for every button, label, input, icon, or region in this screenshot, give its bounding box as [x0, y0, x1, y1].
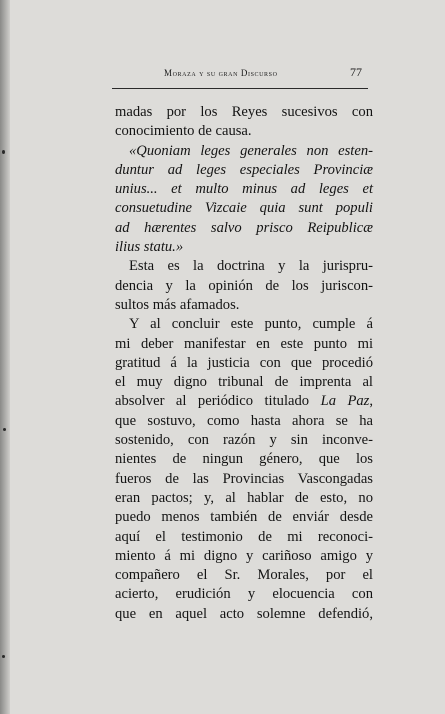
text-line: aquí el testimonio de mi reconoci-	[115, 528, 373, 545]
text-line: conocimiento de causa.	[115, 123, 252, 140]
ink-speck	[2, 655, 5, 658]
text-line: el muy digno tribunal de imprenta al	[115, 374, 373, 391]
latin-quote-line: ilius statu.»	[115, 239, 184, 256]
page-number: 77	[350, 65, 362, 79]
latin-quote-line: duntur ad leges especiales Provinciæ	[115, 161, 373, 178]
header-rule	[112, 88, 368, 89]
text-line: miento á mi digno y cariñoso amigo y	[115, 547, 373, 564]
text-line: puedo menos también de enviár desde	[115, 509, 373, 526]
text-line: gratitud á la justicia con que procedió	[115, 354, 373, 371]
text-line: dencia y la opinión de los juriscon-	[115, 277, 373, 294]
text-line: eran pactos; y, al hablar de esto, no	[115, 489, 373, 506]
newspaper-title: La Paz	[320, 393, 370, 410]
text-line: que en aquel acto solemne defendió,	[115, 605, 373, 622]
text-line: acierto, erudición y elocuencia con	[115, 586, 373, 603]
text-line: Esta es la doctrina y la jurispru-	[129, 258, 373, 275]
text-line: nientes de ningun género, que los	[115, 451, 373, 468]
text-line: absolver al periódico titulado La Paz,	[115, 393, 374, 410]
binding-shadow	[0, 0, 10, 714]
latin-quote-line: unius... et multo minus ad leges et	[115, 181, 373, 198]
text-line: sostenido, con razón y sin inconve-	[115, 432, 373, 449]
page-header	[112, 64, 368, 82]
text-line: Y al concluir este punto, cumple á	[129, 316, 373, 333]
body-text	[115, 103, 373, 624]
text-line: madas por los Reyes sucesivos con	[115, 104, 373, 120]
text-line: compañero el Sr. Morales, por el	[115, 567, 373, 584]
text-line: sultos más afamados.	[115, 296, 240, 313]
running-title: Moraza y su gran Discurso	[164, 68, 278, 78]
latin-quote-line: consuetudine Vizcaie quia sunt populi	[115, 200, 373, 217]
ink-speck	[3, 428, 6, 431]
ink-speck	[2, 150, 5, 154]
text-line: que sostuvo, como hasta ahora se ha	[115, 412, 373, 429]
text-line: fueros de las Provincias Vascongadas	[115, 470, 373, 487]
text-line: mi deber manifestar en este punto mi	[115, 335, 373, 352]
latin-quote-line: «Quoniam leges generales non esten-	[129, 142, 373, 159]
latin-quote-line: ad hærentes salvo prisco Reipublicæ	[115, 219, 373, 236]
